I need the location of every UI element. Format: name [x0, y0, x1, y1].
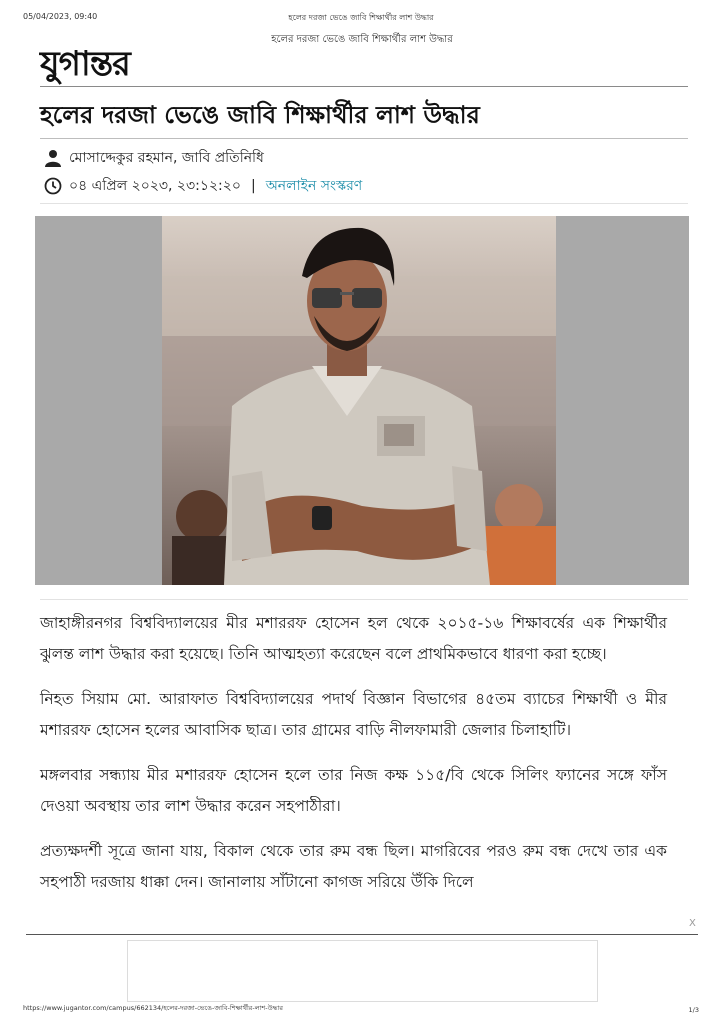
footer-page-number: 1/3: [688, 1006, 699, 1014]
ad-close-button[interactable]: X: [689, 918, 696, 929]
logo-divider: [40, 86, 688, 87]
publish-date: ০৪ এপ্রিল ২০২৩, ২৩:১২:২০: [69, 178, 241, 194]
meta-separator: |: [250, 178, 256, 194]
article-paragraph: মঙ্গলবার সন্ধ্যায় মীর মশাররফ হোসেন হলে তার নিজ কক্ষ ১১৫/বি থেকে সিলিং ফ্যানের সঙ্গে ফাঁস দেওয়া অবস্থায় তার লাশ উদ্ধার করেন সহপাঠীরা।: [40, 766, 667, 815]
page-subtitle: হলের দরজা ভেঙে জাবি শিক্ষার্থীর লাশ উদ্ধার: [271, 34, 453, 45]
meta-divider: [40, 203, 688, 204]
edition-link[interactable]: অনলাইন সংস্করণ: [265, 178, 363, 194]
author-row: [44, 146, 264, 170]
footer-url: https://www.jugantor.com/campus/662134/হলের-দরজা-ভেঙে-জাবি-শিক্ষার্থীর-লাশ-উদ্ধার: [23, 1004, 283, 1012]
print-page-title: হলের দরজা ভেঙে জাবি শিক্ষার্থীর লাশ উদ্ধার: [288, 13, 434, 22]
ad-banner[interactable]: [127, 940, 598, 1002]
article-photo: [162, 216, 556, 585]
article-headline: হলের দরজা ভেঙে জাবি শিক্ষার্থীর লাশ উদ্ধার: [40, 101, 480, 129]
article-paragraph: নিহত সিয়াম মো. আরাফাত বিশ্ববিদ্যালয়ের পদার্থ বিজ্ঞান বিভাগের ৪৫তম ব্যাচের শিক্ষার্থী ও মীর মশাররফ হোসেন হলের আবাসিক ছাত্র। তার গ্রামের বাড়ি নীলফামারী জেলার চিলাহাটি।: [40, 690, 667, 739]
clock-icon: [44, 177, 62, 195]
person-icon: [44, 149, 62, 167]
article-paragraph: প্রত্যক্ষদর্শী সূত্রে জানা যায়, বিকাল থেকে তার রুম বন্ধ ছিল। মাগরিবের পরও রুম বন্ধ দেখে তার এক সহপাঠী দরজায় ধাক্কা দেন। জানালায় সাঁটানো কাগজ সরিয়ে উঁকি দিলে: [40, 842, 667, 891]
article-paragraph: জাহাঙ্গীরনগর বিশ্ববিদ্যালয়ের মীর মশাররফ হোসেন হল থেকে ২০১৫-১৬ শিক্ষাবর্ষের এক শিক্ষার্থীর ঝুলন্ত লাশ উদ্ধার করা হয়েছে। তিনি আত্মহত্যা করেছেন বলে প্রাথমিকভাবে ধারণা করা হচ্ছে।: [40, 614, 667, 663]
ad-divider: [26, 934, 698, 935]
site-logo[interactable]: যুগান্তর: [40, 44, 130, 84]
date-row: [44, 174, 362, 198]
article-body: [40, 608, 667, 912]
photo-divider: [40, 599, 688, 600]
article-photo-frame: [35, 216, 689, 585]
headline-divider: [40, 138, 688, 139]
print-timestamp: 05/04/2023, 09:40: [23, 12, 98, 21]
author-name: মোসাদ্দেকুর রহমান, জাবি প্রতিনিধি: [69, 150, 264, 166]
